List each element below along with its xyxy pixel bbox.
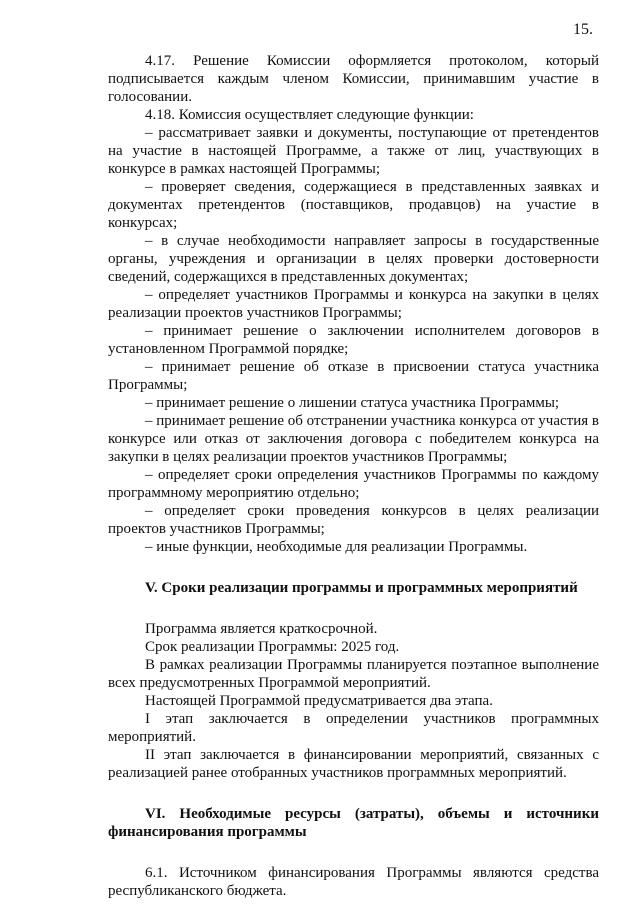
section-5-paragraph: Срок реализации Программы: 2025 год. <box>145 639 400 655</box>
function-item: – иные функции, необходимые для реализации Программы. <box>145 539 528 555</box>
page-number: 15. <box>573 21 593 38</box>
section-5-heading: V. Сроки реализации программы и программных мероприятий <box>145 580 578 596</box>
function-item: – определяет сроки определения участников Программы по каждому программному мероприятию отдельно; <box>108 467 599 501</box>
function-item: – в случае необходимости направляет запросы в государственные органы, учреждения и организации в целях проверки достоверности сведений, содержащихся в представленных документах; <box>108 233 599 285</box>
clause-4-17: 4.17. Решение Комиссии оформляется протоколом, который подписывается каждым членом Комиссии, принимавшим участие в голосовании. <box>108 53 599 105</box>
function-item: – рассматривает заявки и документы, поступающие от претендентов на участие в настоящей Программе, а также от лиц, участвующих в конкурсе в рамках настоящей Программы; <box>108 125 599 177</box>
function-item: – принимает решение о заключении исполнителем договоров в установленном Программой порядке; <box>108 323 599 357</box>
function-item: – принимает решение об отстранении участника конкурса от участия в конкурсе или отказ от заключения договора с победителем конкурса на закупки в целях реализации проектов участников Программы; <box>108 413 599 465</box>
section-5-paragraph: Программа является краткосрочной. <box>145 621 378 637</box>
clause-6-1: 6.1. Источником финансирования Программы являются средства республиканского бюджета. <box>108 865 599 899</box>
section-5-paragraph: Настоящей Программой предусматривается два этапа. <box>145 693 493 709</box>
document-body <box>108 52 599 900</box>
function-item: – определяет сроки проведения конкурсов в целях реализации проектов участников Программы; <box>108 503 599 537</box>
function-item: – определяет участников Программы и конкурса на закупки в целях реализации проектов участников Программы; <box>108 287 599 321</box>
section-5-paragraph: В рамках реализации Программы планируется поэтапное выполнение всех предусмотренных Программой мероприятий. <box>108 657 599 691</box>
function-item: – принимает решение о лишении статуса участника Программы; <box>145 395 560 411</box>
section-5-paragraph: I этап заключается в определении участников программных мероприятий. <box>108 711 599 745</box>
section-5-paragraph: II этап заключается в финансировании мероприятий, связанных с реализацией ранее отобранных участников программных мероприятий. <box>108 747 599 781</box>
function-item: – принимает решение об отказе в присвоении статуса участника Программы; <box>108 359 599 393</box>
function-item: – проверяет сведения, содержащиеся в представленных заявках и документах претендентов (поставщиков, продавцов) на участие в конкурсах; <box>108 179 599 231</box>
clause-4-18: 4.18. Комиссия осуществляет следующие функции: <box>145 107 474 123</box>
section-6-heading: VI. Необходимые ресурсы (затраты), объемы и источники финансирования программы <box>108 806 599 840</box>
